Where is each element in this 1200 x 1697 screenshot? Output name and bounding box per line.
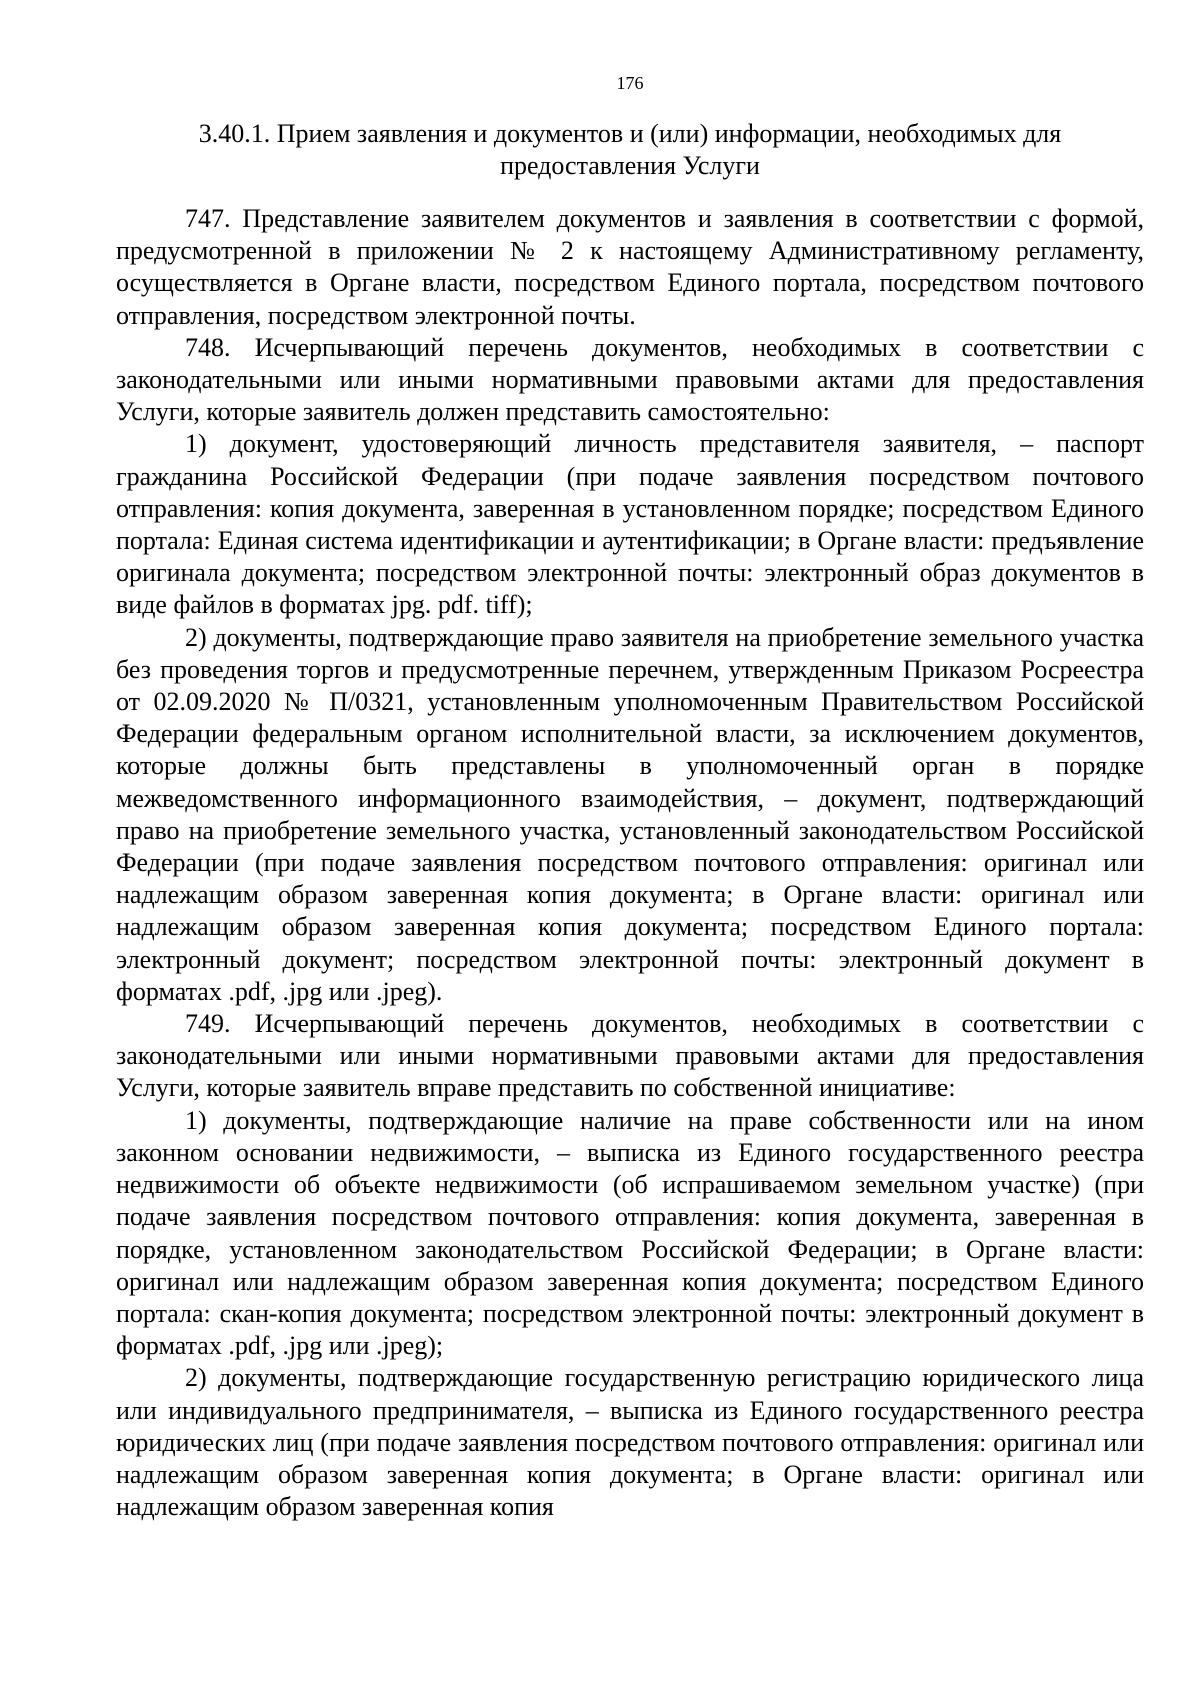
document-body [116,203,1144,1523]
section-heading [116,118,1144,182]
paragraph-747: 747. Представление заявителем документов и заявления в соответствии с формой, предусмотренной в приложении № 2 к настоящему Административному регламенту, осуществляется в Органе власти, посредством Единого портала, посредством почтового отправления, посредством электронной почты. [116,204,1144,330]
paragraph-749: 749. Исчерпывающий перечень документов, необходимых в соответствии с законодательными или иными нормативными правовыми актами для предоставления Услуги, которые заявитель вправе представить по собственной инициативе: [116,1009,1144,1103]
section-heading-line: предоставления Услуги [500,151,760,180]
paragraph-749-item-1: 1) документы, подтверждающие наличие на праве собственности или на ином законном основании недвижимости, – выписка из Единого государственного реестра недвижимости об объекте недвижимости (об испрашиваемом земельном участке) (при подаче заявления посредством почтового отправления: копия документа, заверенная в порядке, установленном законодательством Российской Федерации; в Органе власти: оригинал или надлежащим образом заверенная копия документа; посредством Единого портала: скан-копия документа; посредством электронной почты: электронный документ в форматах .pdf, .jpg или .jpeg); [116,1105,1144,1361]
paragraph-748-item-1: 1) документ, удостоверяющий личность представителя заявителя, – паспорт гражданина Российской Федерации (при подаче заявления посредством почтового отправления: копия документа, заверенная в установленном порядке; посредством Единого портала: Единая система идентификации и аутентификации; в Органе власти: предъявление оригинала документа; посредством электронной почты: электронный образ документов в виде файлов в форматах jpg. pdf. tiff); [116,429,1144,620]
section-heading-line: 3.40.1. Прием заявления и документов и (или) информации, необходимых для [198,119,1062,148]
paragraph-748: 748. Исчерпывающий перечень документов, необходимых в соответствии с законодательными или иными нормативными правовыми актами для предоставления Услуги, которые заявитель должен представить самостоятельно: [116,332,1144,427]
paragraph-749-item-2: 2) документы, подтверждающие государственную регистрацию юридического лица или индивидуального предпринимателя, – выписка из Единого государственного реестра юридических лиц (при подаче заявления посредством почтового отправления: оригинал или надлежащим образом заверенная копия документа; в Органе власти: оригинал или надлежащим образом заверенная копия [116,1363,1144,1522]
page-number: 176 [616,73,644,93]
paragraph-748-item-2: 2) документы, подтверждающие право заявителя на приобретение земельного участка без проведения торгов и предусмотренные перечнем, утвержденным Приказом Росреестра от 02.09.2020 № П/0321, установленным уполномоченным Правительством Российской Федерации федеральным органом исполнительной власти, за исключением документов, которые должны быть представлены в уполномоченный орган в порядке межведомственного информационного взаимодействия, – документ, подтверждающий право на приобретение земельного участка, установленный законодательством Российской Федерации (при подаче заявления посредством почтового отправления: оригинал или надлежащим образом заверенная копия документа; в Органе власти: оригинал или надлежащим образом заверенная копия документа; посредством Единого портала: электронный документ; посредством электронной почты: электронный документ в форматах .pdf, .jpg или .jpeg). [116,622,1144,1006]
